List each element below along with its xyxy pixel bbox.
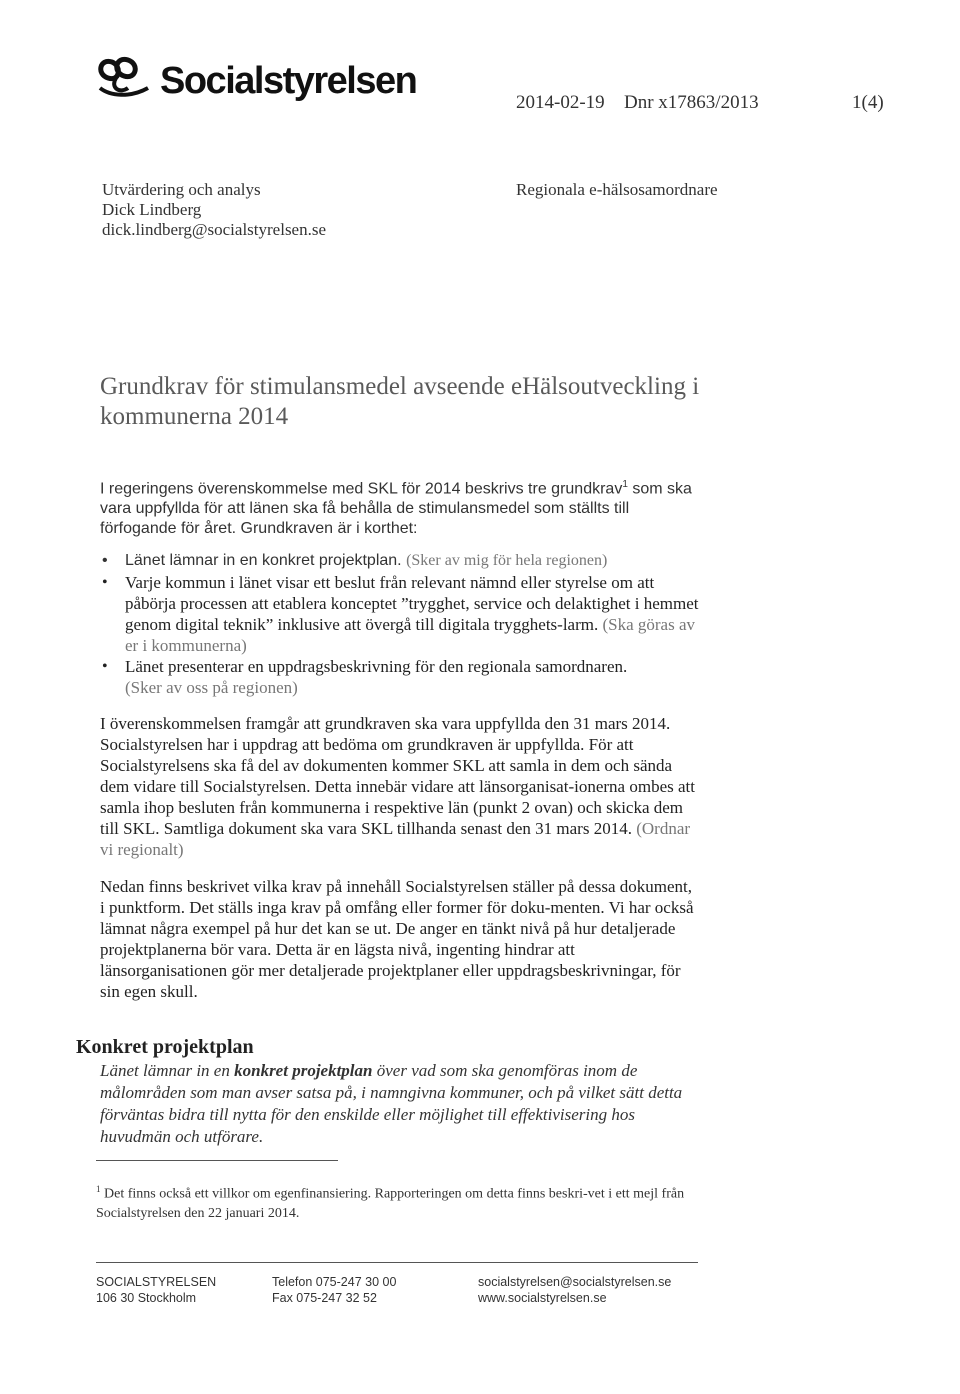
- sender-unit: Utvärdering och analys: [102, 180, 261, 199]
- intro-text-cont: som ska vara uppfyllda för att länen ska få behålla de stimulansmedel som ställts till förfogande för året. Grundkraven är i korthet:: [100, 480, 692, 538]
- footer-divider: [96, 1262, 698, 1263]
- logo-wordmark: Socialstyrelsen: [160, 59, 417, 102]
- socialstyrelsen-logo: [90, 48, 416, 104]
- footnote-divider: [96, 1160, 338, 1161]
- intro-paragraph: [100, 475, 700, 539]
- bullet-text: Länet presenterar en uppdragsbeskrivning för den regionala samordnaren.: [125, 657, 628, 676]
- italic-text: Länet lämnar in en: [100, 1061, 235, 1080]
- footer-fax: Fax 075-247 32 52: [272, 1291, 377, 1305]
- section-heading: Konkret projektplan: [76, 1036, 254, 1058]
- footer-contact: [272, 1274, 396, 1306]
- footnote-number: 1: [96, 1184, 101, 1194]
- sender-email[interactable]: dick.lindberg@socialstyrelsen.se: [102, 220, 327, 239]
- bullet-text: Varje kommun i länet visar ett beslut från relevant nämnd eller styrelse om att påbörja processen att etablera konceptet ”trygghet, service och delaktighet i hemmet genom digital teknik” inklusive att övergå till digitala trygghets-larm.: [125, 573, 699, 634]
- footer-address: [96, 1274, 216, 1306]
- page-number: 1(4): [852, 92, 884, 113]
- paragraph-note: (Ordnar vi regionalt): [100, 819, 691, 859]
- document-title: Grundkrav för stimulansmedel avseende eHälsoutveckling i kommunerna 2014: [100, 373, 700, 430]
- list-item: [100, 656, 700, 698]
- list-item: [100, 572, 700, 656]
- bullet-text: Länet lämnar in en konkret projektplan.: [125, 552, 402, 569]
- sender-name: Dick Lindberg: [102, 200, 202, 219]
- footer-postal: 106 30 Stockholm: [96, 1291, 197, 1305]
- recipient: Regionala e-hälsosamordnare: [516, 180, 718, 199]
- bullet-note: (Ska göras av er i kommunerna): [125, 615, 696, 655]
- footer-email[interactable]: socialstyrelsen@socialstyrelsen.se: [478, 1275, 672, 1289]
- footnote: [96, 1180, 696, 1223]
- document-date: 2014-02-19: [516, 92, 605, 113]
- requirements-list: [100, 551, 700, 698]
- list-item: [100, 551, 700, 571]
- bullet-note: (Sker av oss på regionen): [125, 678, 298, 697]
- footer-web: [478, 1274, 671, 1306]
- deadline-paragraph: [100, 713, 700, 860]
- intro-text: I regeringens överenskommelse med SKL för 2014 beskrivs tre grundkrav: [100, 480, 623, 498]
- italic-text-cont: över vad som ska genomföras inom de målområden som man avser satsa på, i namngivna kommuner, och på vilket sätt detta förväntas bidra till nytta för den enskilde eller möjlighet till effektivisering hos huvudmän och utförare.: [100, 1061, 683, 1146]
- footer-url[interactable]: www.socialstyrelsen.se: [478, 1291, 607, 1305]
- sender-block: [102, 180, 326, 240]
- footer-phone: Telefon 075-247 30 00: [272, 1275, 397, 1289]
- footer-org: SOCIALSTYRELSEN: [96, 1275, 217, 1289]
- italic-bold-text: konkret projektplan: [234, 1061, 373, 1080]
- section-italic-text: [100, 1060, 700, 1148]
- logo-emblem-icon: [90, 48, 158, 104]
- paragraph-text: I överenskommelsen framgår att grundkraven ska vara uppfyllda den 31 mars 2014. Socialstyrelsen har i uppdrag att bedöma om grundkraven är uppfyllda. För att Socialstyrelsens ska få del av dokumenten kommer SKL att samla in dem och sända dem vidare till Socialstyrelsen. Detta innebär vidare att länsorganisat-ionerna ombes att samla ihop besluten från kommunerna i respektive län (punkt 2 ovan) och skicka dem till SKL. Samtliga dokument ska vara SKL tillhanda senast den 31 mars 2014.: [100, 714, 695, 838]
- bullet-note: (Sker av mig för hela regionen): [406, 552, 608, 569]
- footnote-text: Det finns också ett villkor om egenfinansiering. Rapporteringen om detta finns beskri-vet i ett mejl från Socialstyrelsen den 22 januari 2014.: [96, 1186, 685, 1221]
- requirements-paragraph: Nedan finns beskrivet vilka krav på innehåll Socialstyrelsen ställer på dessa dokument, i punktform. Det ställs inga krav på omfång eller former för doku-menten. Vi har också lämnat några exempel på hur det kan se ut. De anger en tänkt nivå på hur detaljerade projektplanerna bör vara. Detta är en lägsta nivå, ingenting hindrar att länsorganisationen gör mer detaljerade projektplaner eller uppdragsbeskrivningar, för sin egen skull.: [100, 877, 694, 1001]
- footnote-ref: 1: [622, 479, 628, 490]
- document-dnr: Dnr x17863/2013: [624, 92, 759, 113]
